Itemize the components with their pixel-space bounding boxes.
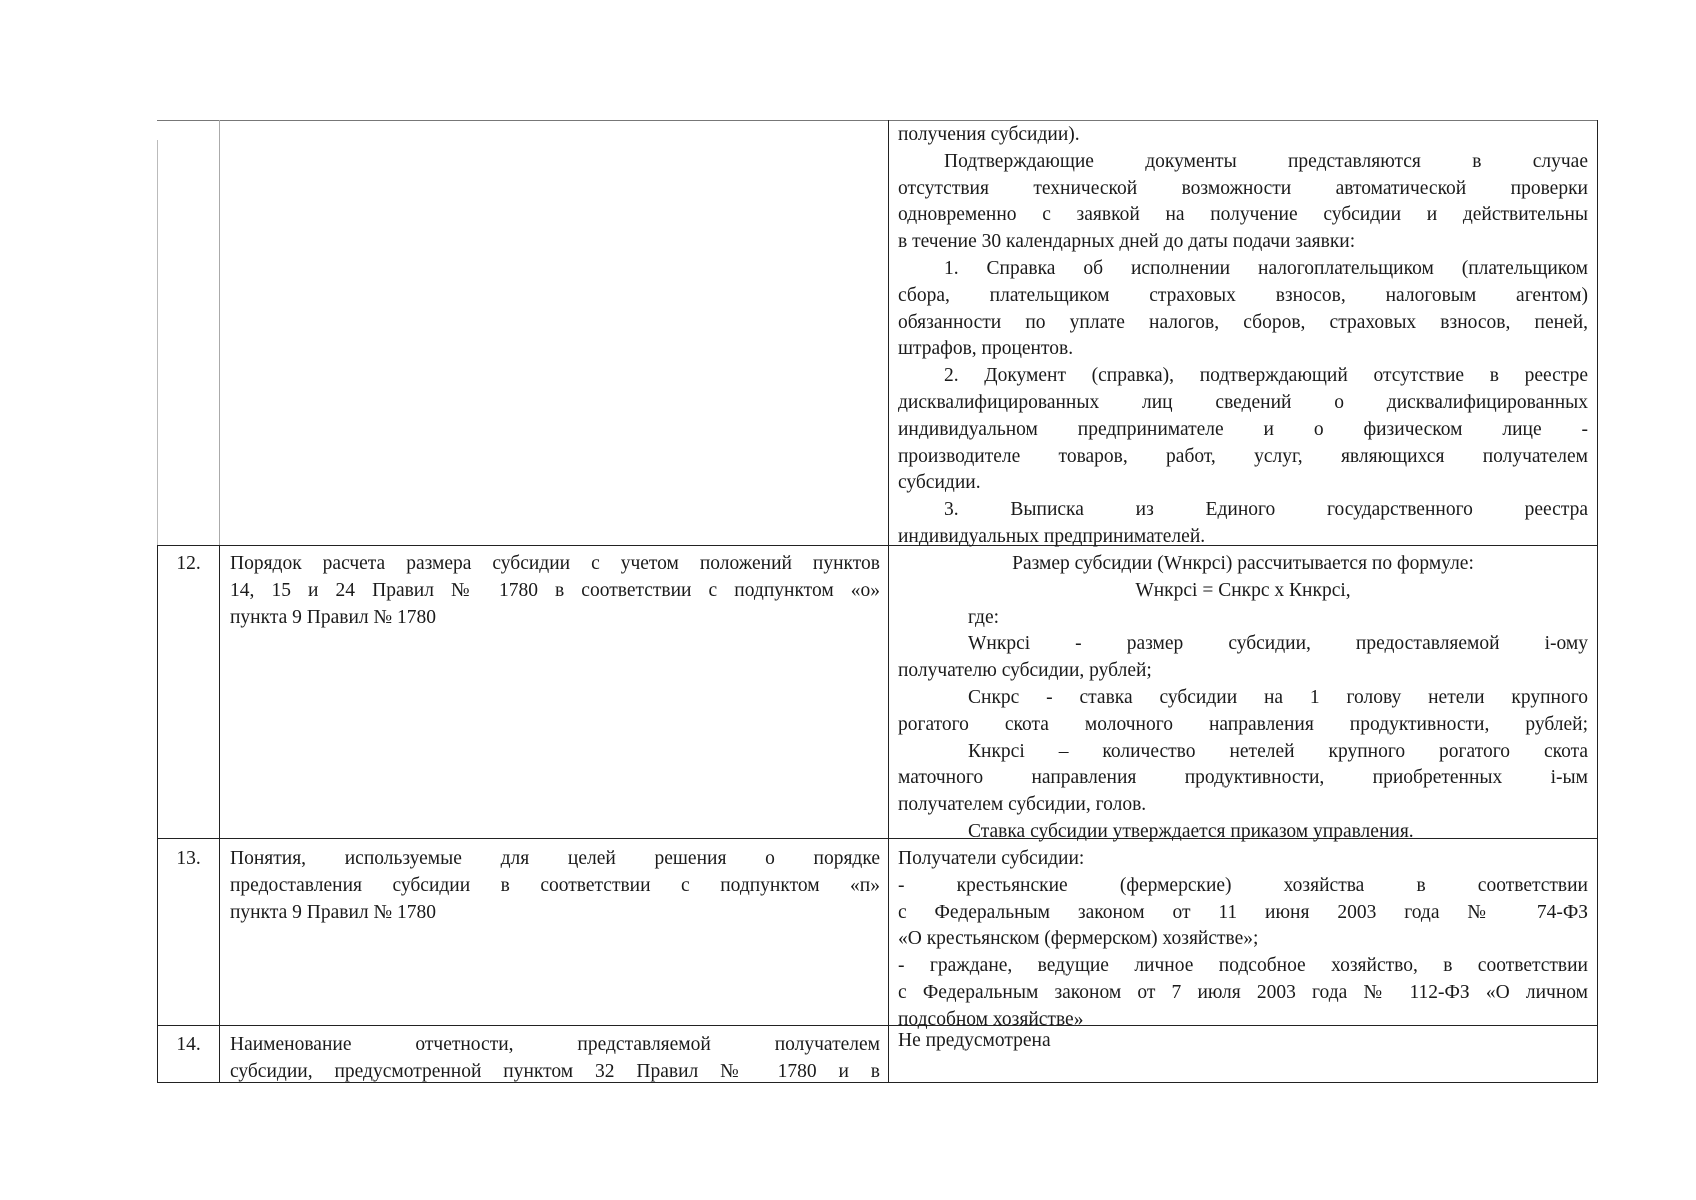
text-line: Понятия, используемые для целей решения о порядке <box>230 848 880 869</box>
row-number-14: 14. <box>176 1034 201 1055</box>
text-line: пункта 9 Правил № 1780 <box>230 901 436 923</box>
text-line: производителе товаров, работ, услуг, являющихся получателем <box>898 445 1588 467</box>
text-line: - крестьянские (фермерские) хозяйства в соответствии <box>898 874 1588 896</box>
text-line: в течение 30 календарных дней до даты подачи заявки: <box>898 231 1356 253</box>
text-line: получателю субсидии, рублей; <box>898 660 1152 682</box>
text-line: Снкрс - ставка субсидии на 1 голову нетели крупного <box>968 686 1588 708</box>
text-line: где: <box>968 606 1000 628</box>
formula: Wнкрсi = Снкрс х Кнкрсi, <box>1135 579 1351 601</box>
text-line: «О крестьянском (фермерском) хозяйстве»; <box>898 928 1259 950</box>
row-number-12: 12. <box>176 553 201 574</box>
row-12-description <box>230 551 880 631</box>
text-line: 2. Документ (справка), подтверждающий отсутствие в реестре <box>944 365 1588 387</box>
text-line: 14, 15 и 24 Правил № 1780 в соответствии с подпунктом «о» <box>230 579 880 601</box>
row-14-reporting-cell <box>898 1028 1588 1055</box>
text-line: маточного направления продуктивности, приобретенных i-ым <box>898 767 1588 789</box>
text-line: получения субсидии). <box>898 124 1080 145</box>
text-line: Подтверждающие документы представляются в случае <box>944 150 1588 172</box>
row-14-description <box>230 1032 880 1086</box>
text-line: дисквалифицированных лиц сведений о дисквалифицированных <box>898 391 1588 413</box>
row-13-description <box>230 846 880 926</box>
text-line: рогатого скота молочного направления продуктивности, рублей; <box>898 713 1588 735</box>
text-line: сбора, плательщиком страховых взносов, налоговым агентом) <box>898 284 1588 306</box>
text-line: Кнкрсi – количество нетелей крупного рогатого скота <box>968 740 1588 762</box>
table-left-border <box>157 545 158 1083</box>
continuation-requirements-cell <box>898 122 1588 551</box>
table-left-border-faint <box>157 140 158 545</box>
column-divider-1-faint <box>219 120 220 545</box>
text-line: подсобном хозяйстве» <box>898 1008 1084 1030</box>
row-12-formula-cell <box>898 551 1588 846</box>
row-number-13: 13. <box>176 848 201 869</box>
text-line: 3. Выписка из Единого государственного реестра <box>944 499 1588 521</box>
table-right-border <box>1597 120 1598 1083</box>
text-line: с Федеральным законом от 7 июля 2003 года № 112-ФЗ «О личном <box>898 981 1588 1003</box>
text-line: Wнкрсi - размер субсидии, предоставляемой i-ому <box>968 633 1588 655</box>
text-line: отсутствия технической возможности автоматической проверки <box>898 177 1588 199</box>
text-line: Не предусмотрена <box>898 1030 1051 1051</box>
text-line: с Федеральным законом от 11 июня 2003 года № 74-ФЗ <box>898 901 1588 923</box>
table-top-border <box>157 120 1598 121</box>
text-line: получателем субсидии, голов. <box>898 794 1147 816</box>
text-line: субсидии, предусмотренной пунктом 32 Правил № 1780 и в <box>230 1060 880 1082</box>
text-line: Порядок расчета размера субсидии с учетом положений пунктов <box>230 553 880 574</box>
text-line: пункта 9 Правил № 1780 <box>230 606 436 628</box>
text-line: Получатели субсидии: <box>898 848 1085 869</box>
text-line: 1. Справка об исполнении налогоплательщиком (плательщиком <box>944 257 1588 279</box>
text-line: индивидуальном предпринимателе и о физическом лице - <box>898 418 1588 440</box>
text-line: предоставления субсидии в соответствии с подпунктом «п» <box>230 874 880 896</box>
column-divider-2 <box>888 120 889 1083</box>
text-line: Ставка субсидии утверждается приказом управления. <box>968 820 1414 842</box>
column-divider-1 <box>219 545 220 1083</box>
text-line: одновременно с заявкой на получение субсидии и действительны <box>898 204 1588 226</box>
text-line: обязанности по уплате налогов, сборов, страховых взносов, пеней, <box>898 311 1588 333</box>
text-line: Размер субсидии (Wнкрсi) рассчитывается по формуле: <box>1012 553 1474 574</box>
text-line: штрафов, процентов. <box>898 338 1074 360</box>
row-13-recipients-cell <box>898 846 1588 1034</box>
text-line: индивидуальных предпринимателей. <box>898 525 1206 547</box>
text-line: субсидии. <box>898 472 981 494</box>
text-line: - граждане, ведущие личное подсобное хозяйство, в соответствии <box>898 955 1588 977</box>
text-line: Наименование отчетности, представляемой получателем <box>230 1034 880 1055</box>
